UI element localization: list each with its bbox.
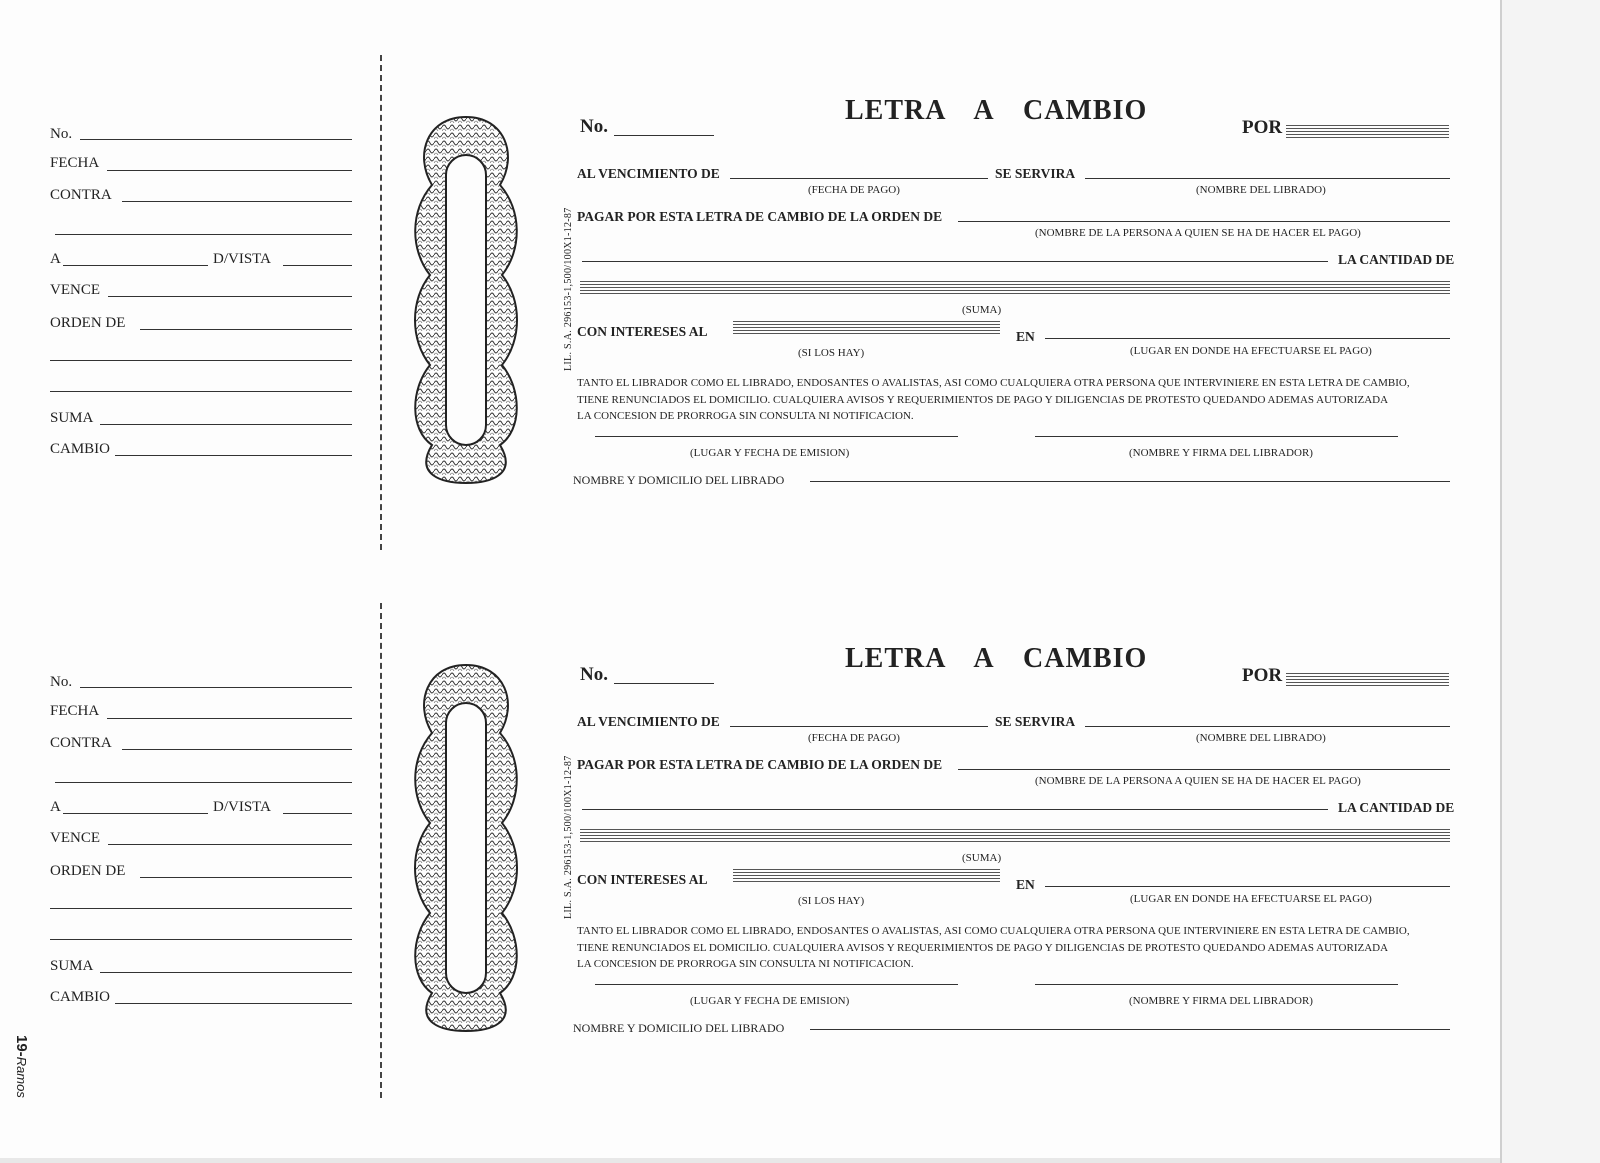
stub-cambio-label: CAMBIO	[50, 989, 111, 1005]
stub-cambio-label: CAMBIO	[50, 441, 111, 457]
stub-dvista-line[interactable]	[283, 813, 352, 814]
stub-no-line[interactable]	[80, 687, 352, 688]
brand-name: Ramos	[14, 1056, 29, 1098]
orden-de-line[interactable]	[958, 769, 1450, 770]
servira-label: SE SERVIRA	[995, 714, 1076, 729]
cantidad-line[interactable]	[582, 261, 1328, 262]
stub-suma-label: SUMA	[50, 958, 94, 974]
stub-suma-label: SUMA	[50, 410, 94, 426]
bill-copy-2	[0, 603, 1500, 1143]
nombre-persona-caption: (NOMBRE DE LA PERSONA A QUIEN SE HA DE HACER EL PAGO)	[1035, 227, 1361, 239]
stub-a-line[interactable]	[63, 813, 208, 814]
stub-dvista-label: D/VISTA	[213, 799, 271, 815]
stub-vence-line[interactable]	[108, 296, 352, 297]
legal-text	[577, 375, 1477, 425]
stub-orden-line[interactable]	[140, 877, 352, 878]
stub-suma-line[interactable]	[100, 972, 352, 973]
bill-no-label: No.	[580, 664, 608, 685]
si-los-hay-caption: (SI LOS HAY)	[798, 895, 865, 907]
intereses-label: CON INTERESES AL	[577, 324, 708, 339]
stub-no-line[interactable]	[80, 139, 352, 140]
fecha-pago-caption: (FECHA DE PAGO)	[808, 184, 900, 196]
vencimiento-label: AL VENCIMIENTO DE	[577, 714, 720, 729]
stub-orden-line-3[interactable]	[50, 939, 352, 940]
nombre-firma-caption: (NOMBRE Y FIRMA DEL LIBRADOR)	[1129, 447, 1313, 459]
stub-fecha-label: FECHA	[50, 155, 100, 171]
brand-number: 19-	[13, 1035, 30, 1057]
lugar-fecha-caption: (LUGAR Y FECHA DE EMISION)	[690, 447, 850, 459]
stub-orden-line[interactable]	[140, 329, 352, 330]
firma-line[interactable]	[1035, 436, 1398, 437]
stub-orden-label: ORDEN DE	[50, 315, 126, 331]
suma-field[interactable]	[580, 281, 1450, 296]
stub-vence-label: VENCE	[50, 282, 100, 298]
stub-contra-line-2[interactable]	[55, 782, 352, 783]
legal-text-line-2: TIENE RENUNCIADOS EL DOMICILIO. CUALQUIERA AVISOS Y REQUERIMIENTOS DE PAGO Y DILIGENCIAS DE PROTESTO QUEDANDO ADEMAS AUTORIZADA	[577, 393, 1389, 406]
stub-orden-line-2[interactable]	[50, 360, 352, 361]
domicilio-line[interactable]	[810, 481, 1450, 482]
brand-mark	[13, 1035, 30, 1098]
intereses-field[interactable]	[733, 321, 1000, 336]
stub-a-line[interactable]	[63, 265, 208, 266]
nombre-firma-caption: (NOMBRE Y FIRMA DEL LIBRADOR)	[1129, 995, 1313, 1007]
printer-info: LIL. S.A. 296153-1,500/100X1-12-87	[563, 755, 574, 919]
nombre-librado-caption: (NOMBRE DEL LIBRADO)	[1196, 184, 1326, 196]
bill-no-line[interactable]	[614, 683, 714, 684]
domicilio-label: NOMBRE Y DOMICILIO DEL LIBRADO	[573, 1021, 785, 1035]
stub-suma-line[interactable]	[100, 424, 352, 425]
nombre-librado-caption: (NOMBRE DEL LIBRADO)	[1196, 732, 1326, 744]
lugar-pago-line[interactable]	[1045, 338, 1450, 339]
stub-contra-line[interactable]	[122, 749, 352, 750]
intereses-field[interactable]	[733, 869, 1000, 884]
stub-vence-line[interactable]	[108, 844, 352, 845]
en-label: EN	[1016, 877, 1035, 892]
por-label: POR	[1242, 117, 1283, 138]
en-label: EN	[1016, 329, 1035, 344]
domicilio-label: NOMBRE Y DOMICILIO DEL LIBRADO	[573, 473, 785, 487]
stub-fecha-line[interactable]	[107, 170, 352, 171]
fecha-pago-caption: (FECHA DE PAGO)	[808, 732, 900, 744]
si-los-hay-caption: (SI LOS HAY)	[798, 347, 865, 359]
stub-a-label: A	[50, 799, 61, 815]
perforation-line	[380, 603, 382, 1098]
lugar-fecha-caption: (LUGAR Y FECHA DE EMISION)	[690, 995, 850, 1007]
vencimiento-line[interactable]	[730, 726, 988, 727]
bill-no-label: No.	[580, 116, 608, 137]
guilloche-seal	[410, 663, 522, 1033]
stub-no-label: No.	[50, 126, 73, 142]
servira-label: SE SERVIRA	[995, 166, 1076, 181]
por-amount-field[interactable]	[1286, 125, 1449, 140]
stub-vence-label: VENCE	[50, 830, 100, 846]
suma-field[interactable]	[580, 829, 1450, 844]
por-amount-field[interactable]	[1286, 673, 1449, 688]
stub-contra-line-2[interactable]	[55, 234, 352, 235]
cantidad-line[interactable]	[582, 809, 1328, 810]
vencimiento-line[interactable]	[730, 178, 988, 179]
stub-orden-label: ORDEN DE	[50, 863, 126, 879]
perforation-line	[380, 55, 382, 550]
servira-line[interactable]	[1085, 726, 1450, 727]
por-label: POR	[1242, 665, 1283, 686]
intereses-label: CON INTERESES AL	[577, 872, 708, 887]
stub-orden-line-3[interactable]	[50, 391, 352, 392]
bill-title: LETRA A CAMBIO	[845, 95, 1148, 126]
cantidad-label: LA CANTIDAD DE	[1338, 252, 1455, 267]
pagar-label: PAGAR POR ESTA LETRA DE CAMBIO DE LA ORDEN DE	[577, 757, 943, 772]
pagar-label: PAGAR POR ESTA LETRA DE CAMBIO DE LA ORDEN DE	[577, 209, 943, 224]
page-bottom-edge	[0, 1158, 1500, 1163]
lugar-pago-line[interactable]	[1045, 886, 1450, 887]
vencimiento-label: AL VENCIMIENTO DE	[577, 166, 720, 181]
lugar-pago-caption: (LUGAR EN DONDE HA EFECTUARSE EL PAGO)	[1130, 345, 1372, 357]
orden-de-line[interactable]	[958, 221, 1450, 222]
firma-line[interactable]	[1035, 984, 1398, 985]
suma-caption: (SUMA)	[962, 304, 1002, 316]
stub-fecha-label: FECHA	[50, 703, 100, 719]
stub-contra-line[interactable]	[122, 201, 352, 202]
legal-text-line-1: TANTO EL LIBRADOR COMO EL LIBRADO, ENDOSANTES O AVALISTAS, ASI COMO CUALQUIERA OTRA PERSONA QUE INTERVINIERE EN ESTA LETRA DE CAMBIO,	[577, 925, 1410, 937]
cantidad-label: LA CANTIDAD DE	[1338, 800, 1455, 815]
stub-no-label: No.	[50, 674, 73, 690]
stub-a-label: A	[50, 251, 61, 267]
legal-text-line-1: TANTO EL LIBRADOR COMO EL LIBRADO, ENDOSANTES O AVALISTAS, ASI COMO CUALQUIERA OTRA PERSONA QUE INTERVINIERE EN ESTA LETRA DE CAMBIO,	[577, 377, 1410, 389]
stub-cambio-line[interactable]	[115, 1003, 352, 1004]
servira-line[interactable]	[1085, 178, 1450, 179]
stub-fecha-line[interactable]	[107, 718, 352, 719]
stub-orden-line-2[interactable]	[50, 908, 352, 909]
bill-title: LETRA A CAMBIO	[845, 643, 1148, 674]
lugar-fecha-line[interactable]	[595, 984, 958, 985]
lugar-pago-caption: (LUGAR EN DONDE HA EFECTUARSE EL PAGO)	[1130, 893, 1372, 905]
stub-contra-label: CONTRA	[50, 735, 112, 751]
lugar-fecha-line[interactable]	[595, 436, 958, 437]
domicilio-line[interactable]	[810, 1029, 1450, 1030]
suma-caption: (SUMA)	[962, 852, 1002, 864]
legal-text-line-3: LA CONCESION DE PRORROGA SIN CONSULTA NI NOTIFICACION.	[577, 958, 914, 970]
legal-text	[577, 923, 1477, 973]
guilloche-seal	[410, 115, 522, 485]
stub-cambio-line[interactable]	[115, 455, 352, 456]
printer-info: LIL. S.A. 296153-1,500/100X1-12-87	[563, 207, 574, 371]
legal-text-line-3: LA CONCESION DE PRORROGA SIN CONSULTA NI NOTIFICACION.	[577, 410, 914, 422]
page-edge	[1500, 0, 1600, 1163]
bill-copy-1	[0, 55, 1500, 595]
stub-contra-label: CONTRA	[50, 187, 112, 203]
bill-no-line[interactable]	[614, 135, 714, 136]
stub-dvista-line[interactable]	[283, 265, 352, 266]
nombre-persona-caption: (NOMBRE DE LA PERSONA A QUIEN SE HA DE HACER EL PAGO)	[1035, 775, 1361, 787]
legal-text-line-2: TIENE RENUNCIADOS EL DOMICILIO. CUALQUIERA AVISOS Y REQUERIMIENTOS DE PAGO Y DILIGENCIAS DE PROTESTO QUEDANDO ADEMAS AUTORIZADA	[577, 941, 1389, 954]
stub-dvista-label: D/VISTA	[213, 251, 271, 267]
